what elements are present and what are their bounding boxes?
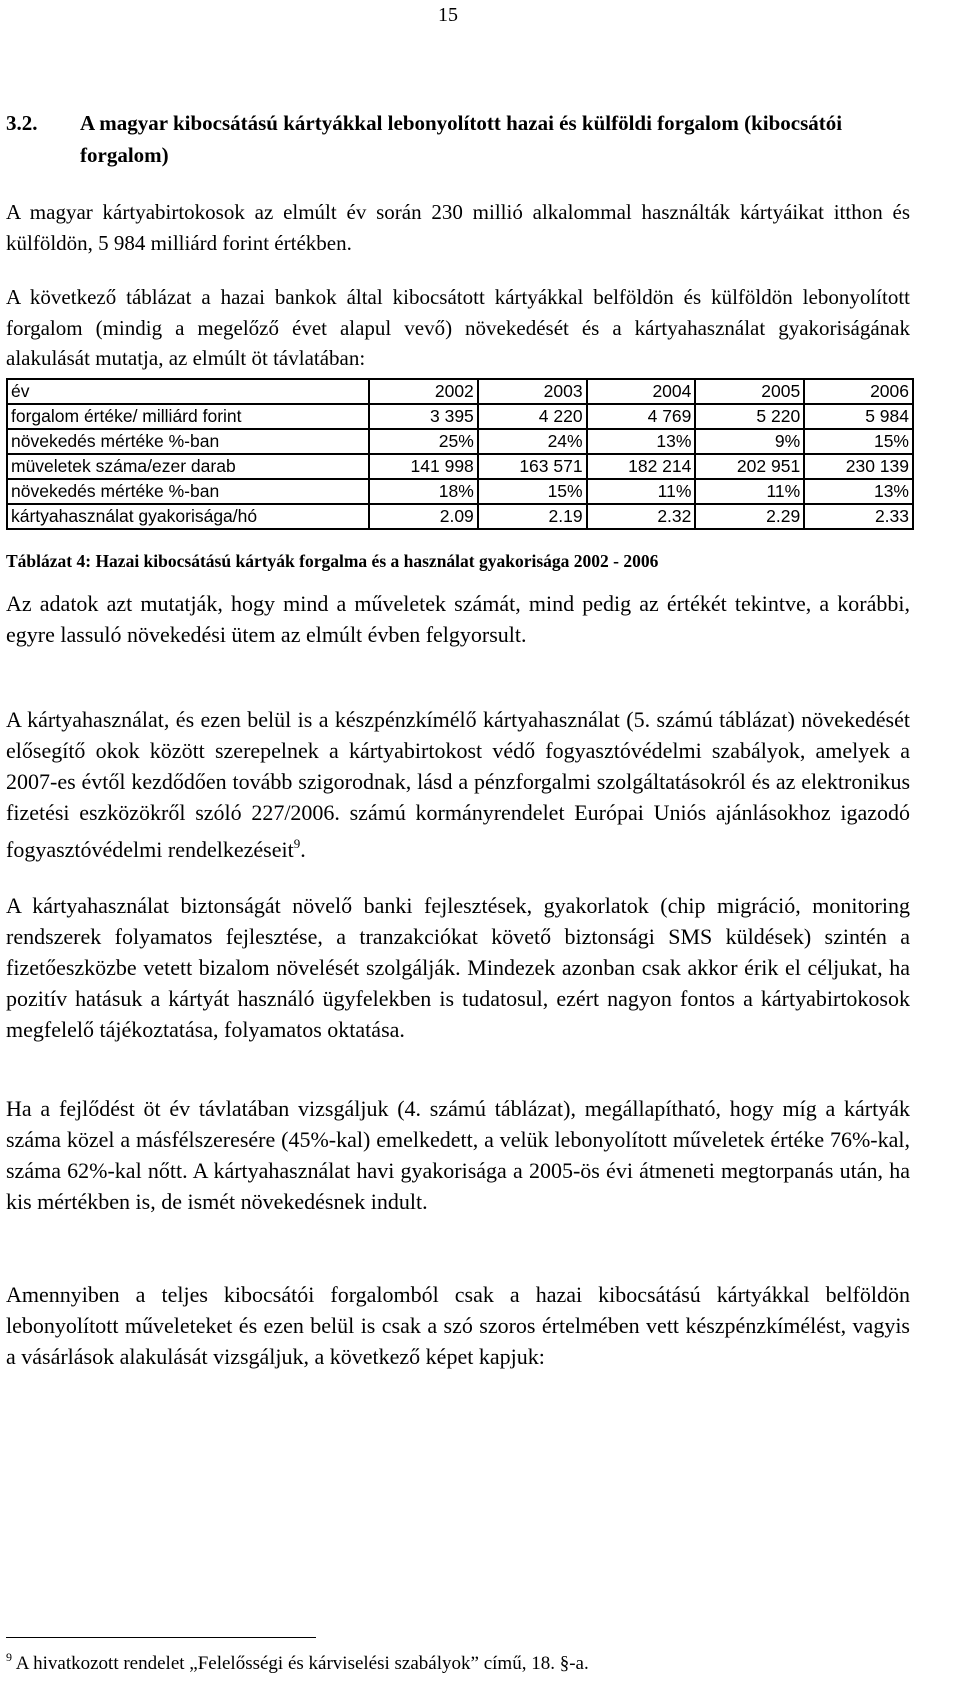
table-cell: 2004	[587, 379, 696, 404]
table-cell: forgalom értéke/ milliárd forint	[7, 404, 369, 429]
table-cell: 2005	[695, 379, 804, 404]
table-cell: 182 214	[587, 454, 696, 479]
table-cell: növekedés mértéke %-ban	[7, 479, 369, 504]
paragraph-text: A kártyahasználat, és ezen belül is a készpénzkímélő kártyahasználat (5. számú táblázat) növekedését elősegítő okok között szerepelnek a kártyabirtokost védő fogyasztóvédelmi szabályok, amelyek a 2007-es évtől kezdődően tovább szigorodnak, lásd a pénzforgalmi szolgáltatásokról és az elektronikus fizetési eszközökről szóló 227/2006. számú kormányrendelet Európai Uniós ajánlásokhoz igazodó fogyasztóvédelmi rendelkezéseit	[6, 707, 910, 862]
table-cell: év	[7, 379, 369, 404]
footnote-marker: 9	[6, 1650, 12, 1664]
section-title: A magyar kibocsátású kártyákkal lebonyolított hazai és külföldi forgalom (kibocsátói forgalom)	[80, 111, 843, 167]
table-caption: Táblázat 4: Hazai kibocsátású kártyák forgalma és a használat gyakorisága 2002 - 2006	[6, 551, 659, 571]
table-cell: 2.19	[478, 504, 587, 529]
table-row	[7, 454, 913, 479]
table-cell: 13%	[804, 479, 913, 504]
paragraph-consumer-protection	[6, 704, 910, 865]
table-cell: 141 998	[369, 454, 478, 479]
footnote	[6, 1650, 589, 1675]
table-row	[7, 379, 913, 404]
table-cell: 2.33	[804, 504, 913, 529]
table-cell: 163 571	[478, 454, 587, 479]
page-number: 15	[438, 4, 458, 26]
table-cell: 2003	[478, 379, 587, 404]
table-cell: 202 951	[695, 454, 804, 479]
footnote-text: A hivatkozott rendelet „Felelősségi és kárviselési szabályok” című, 18. §-a.	[12, 1653, 589, 1674]
table-cell: 2.32	[587, 504, 696, 529]
table-row	[7, 429, 913, 454]
table-cell: 4 220	[478, 404, 587, 429]
paragraph-security: A kártyahasználat biztonságát növelő banki fejlesztések, gyakorlatok (chip migráció, monitoring rendszerek folyamatos fejlesztése, a tranzakciókat követő biztonsági SMS küldések) szintén a fizetőeszközbe vetett bizalom növelését szolgálják. Mindezek azonban csak akkor érik el céljukat, ha pozitív hatásuk a kártyát használó ügyfelekben is tudatosul, ezért nagyon fontos a kártyabirtokosok megfelelő tájékoztatása, folyamatos oktatása.	[6, 893, 910, 1042]
table-cell: 2002	[369, 379, 478, 404]
table-cell: 5 984	[804, 404, 913, 429]
table-cell: 5 220	[695, 404, 804, 429]
table-cell: 4 769	[587, 404, 696, 429]
table-cell: 24%	[478, 429, 587, 454]
table-cell: 25%	[369, 429, 478, 454]
footnote-divider	[6, 1637, 316, 1638]
table-cell: 2.29	[695, 504, 804, 529]
paragraph-five-year: Ha a fejlődést öt év távlatában vizsgáljuk (4. számú táblázat), megállapítható, hogy míg a kártyák száma közel a másfélszeresére (45%-kal) emelkedett, a velük lebonyolított műveletek értéke 76%-kal, száma 62%-kal nőtt. A kártyahasználat havi gyakorisága a 2005-ös évi átmeneti megtorpanás után, ha kis mértékben is, de ismét növekedésnek indult.	[6, 1096, 910, 1214]
table-cell: 11%	[695, 479, 804, 504]
table-cell: 13%	[587, 429, 696, 454]
section-number: 3.2.	[6, 111, 38, 135]
paragraph-table-intro: A következő táblázat a hazai bankok által kibocsátott kártyákkal belföldön és külföldön lebonyolított forgalom (mindig a megelőző évet alapul vevő) növekedését és a kártyahasználat gyakoriságának alakulását mutatja, az elmúlt öt távlatában:	[6, 285, 910, 370]
table-cell: 2.09	[369, 504, 478, 529]
paragraph-intro: A magyar kártyabirtokosok az elmúlt év során 230 millió alkalommal használták kártyáikat itthon és külföldön, 5 984 milliárd forint értékben.	[6, 200, 910, 255]
table-row	[7, 504, 913, 529]
paragraph-data-summary: Az adatok azt mutatják, hogy mind a műveletek számát, mind pedig az értékét tekintve, a korábbi, egyre lassuló növekedési ütem az elmúlt évben felgyorsult.	[6, 591, 910, 647]
table-row	[7, 479, 913, 504]
table-cell: 230 139	[804, 454, 913, 479]
table-cell: 18%	[369, 479, 478, 504]
table-cell: növekedés mértéke %-ban	[7, 429, 369, 454]
table-cell: 2006	[804, 379, 913, 404]
table-cell: 15%	[804, 429, 913, 454]
table-cell: müveletek száma/ezer darab	[7, 454, 369, 479]
table-cell: 15%	[478, 479, 587, 504]
paragraph-domestic: Amennyiben a teljes kibocsátói forgalomból csak a hazai kibocsátású kártyákkal belföldön lebonyolított műveleteket és ezen belül is csak a szó szoros értelmében vett készpénzkímélést, vagyis a vásárlások alakulását vizsgáljuk, a következő képet kapjuk:	[6, 1282, 910, 1369]
paragraph-end: .	[300, 837, 306, 862]
table-cell: kártyahasználat gyakorisága/hó	[7, 504, 369, 529]
table-cell: 11%	[587, 479, 696, 504]
card-turnover-table	[6, 378, 914, 530]
table-cell: 9%	[695, 429, 804, 454]
table-cell: 3 395	[369, 404, 478, 429]
footnote-reference: 9	[293, 836, 301, 851]
table-row	[7, 404, 913, 429]
